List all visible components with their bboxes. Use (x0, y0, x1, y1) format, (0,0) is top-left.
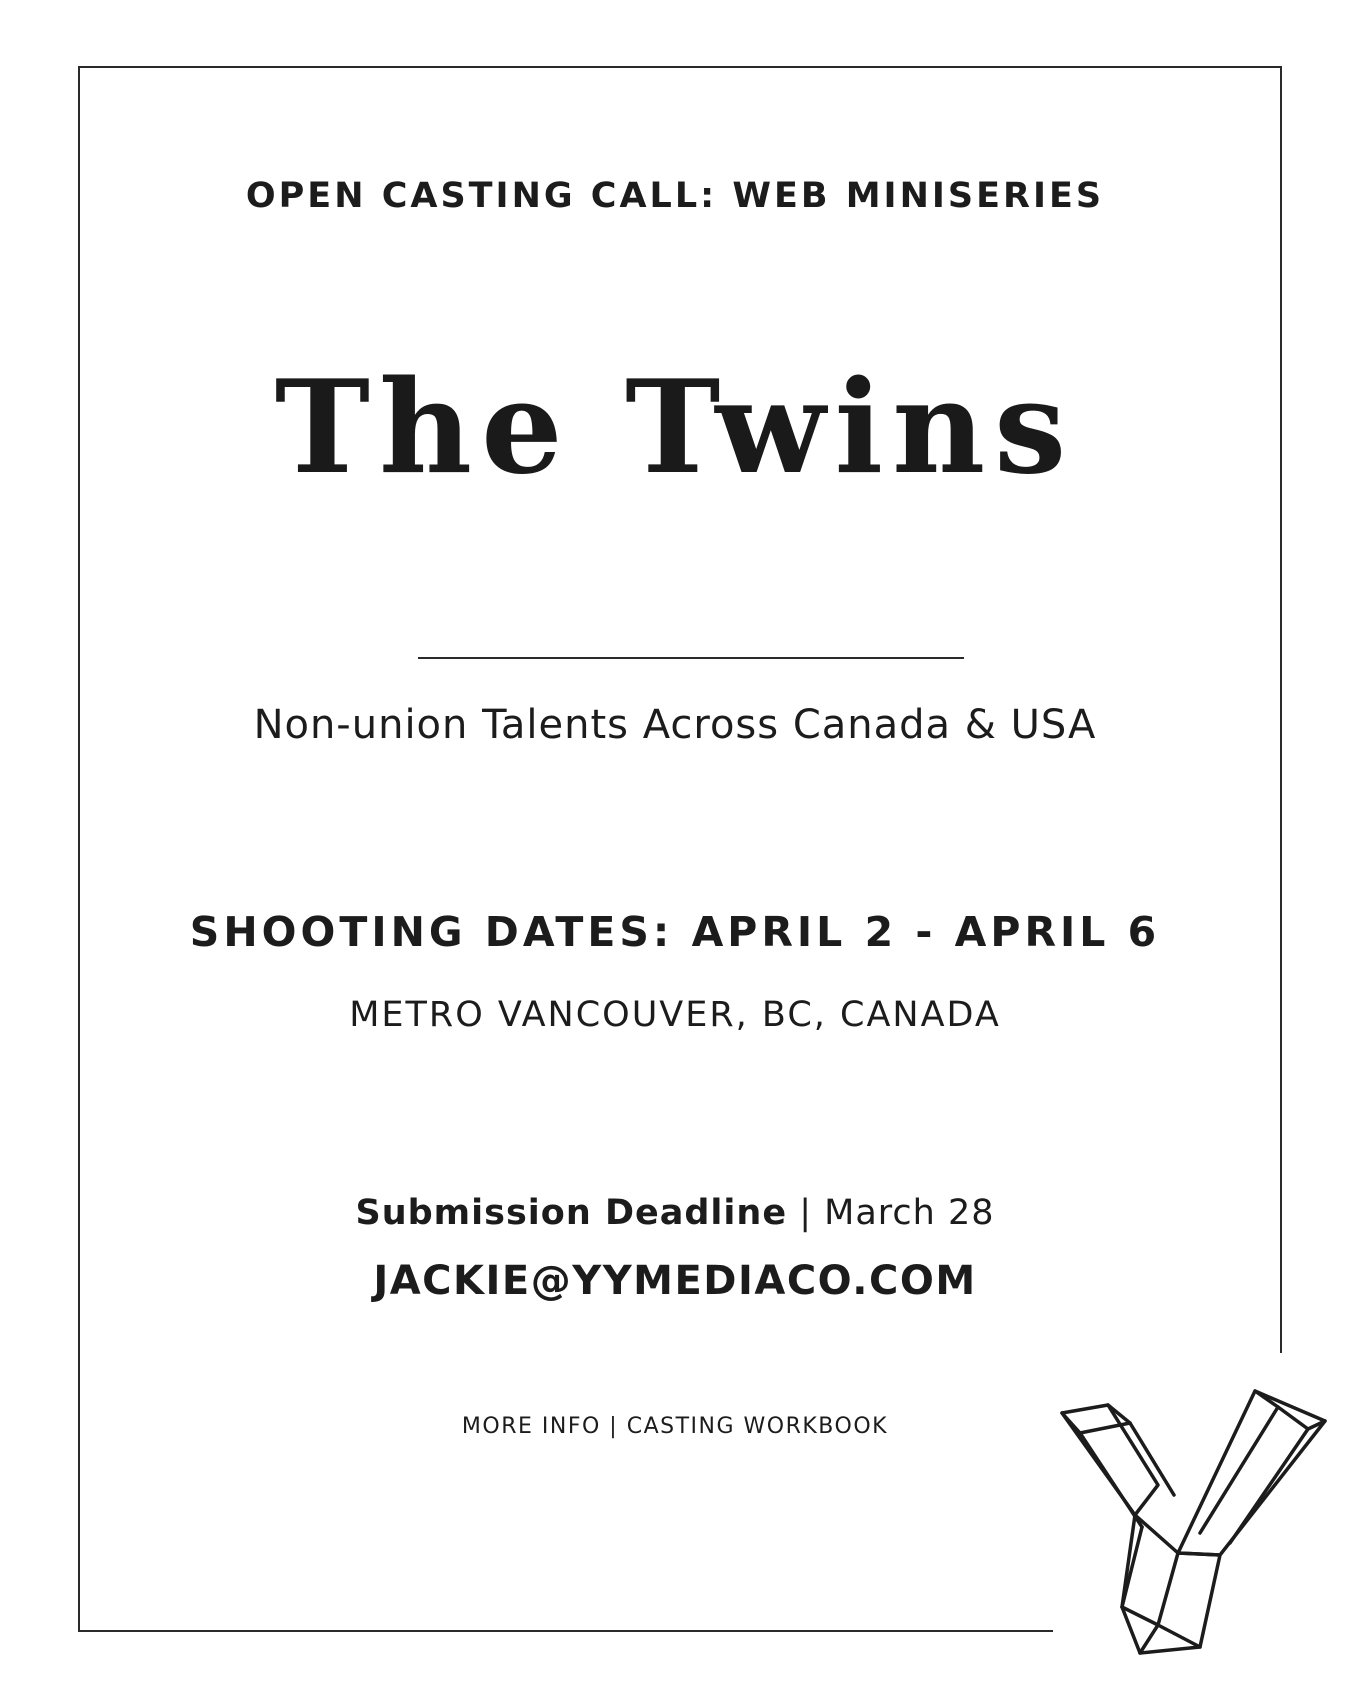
shooting-dates: SHOOTING DATES: APRIL 2 - APRIL 6 (189, 908, 1161, 956)
contact-email[interactable]: JACKIE@YYMEDIACO.COM (373, 1258, 977, 1304)
frame-bottom-border (78, 1630, 1053, 1632)
frame-top-border (78, 66, 1282, 68)
submission-deadline (0, 1193, 1350, 1233)
frame-left-border (78, 66, 80, 1632)
casting-call-heading: OPEN CASTING CALL: WEB MINISERIES (245, 176, 1105, 216)
talent-tagline: Non-union Talents Across Canada & USA (253, 702, 1097, 748)
deadline-label: Submission Deadline (355, 1193, 788, 1233)
y-logo-icon (1050, 1385, 1340, 1670)
shoot-location: METRO VANCOUVER, BC, CANADA (349, 995, 1001, 1035)
poster-title: The Twins (274, 353, 1076, 503)
more-info-link[interactable]: MORE INFO | CASTING WORKBOOK (461, 1414, 889, 1439)
deadline-date: March 28 (824, 1193, 995, 1233)
title-divider (418, 657, 964, 659)
deadline-separator: | (787, 1193, 825, 1233)
